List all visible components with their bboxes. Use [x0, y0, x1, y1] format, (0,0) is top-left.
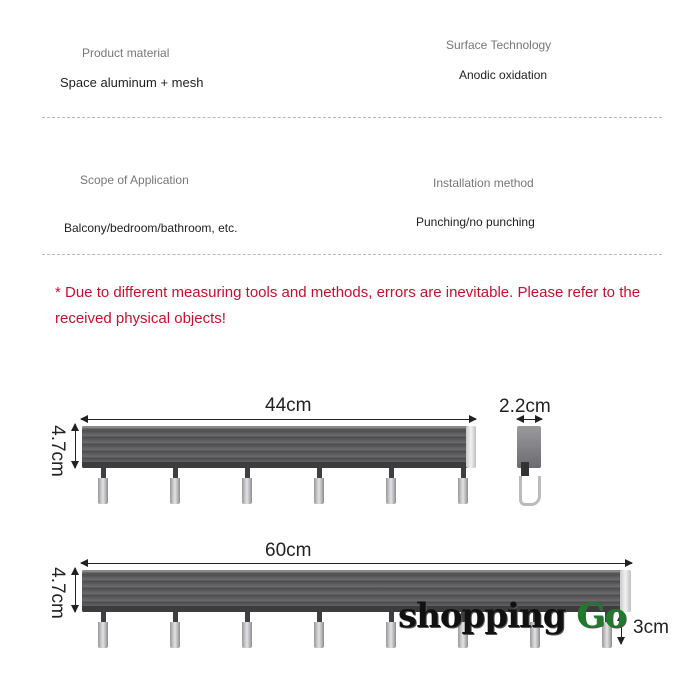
- measurement-notice: * Due to different measuring tools and methods, errors are inevitable. Please refer to the received physical objects!: [55, 284, 641, 327]
- scope-of-application-label: Scope of Application: [80, 173, 189, 187]
- installation-method-value: Punching/no punching: [416, 215, 535, 229]
- long-rack-side-dim-label: 3cm: [633, 617, 669, 638]
- short-rack-height-arrow: [75, 424, 76, 468]
- short-rack-end-cap: [466, 426, 476, 468]
- short-rack-length-label: 44cm: [265, 395, 312, 416]
- divider-top: [42, 117, 662, 118]
- short-rack-rail: [82, 426, 470, 468]
- divider-bottom: [42, 254, 662, 255]
- scope-of-application-value: Balcony/bedroom/bathroom, etc.: [64, 221, 238, 235]
- surface-technology-label: Surface Technology: [446, 38, 552, 52]
- product-material-value: Space aluminum + mesh: [60, 75, 204, 90]
- side-view-depth-label: 2.2cm: [499, 396, 551, 417]
- long-rack-height-label: 4.7cm: [46, 567, 68, 619]
- side-view-clip: [521, 462, 529, 476]
- surface-technology-value: Anodic oxidation: [459, 68, 548, 82]
- long-rack-height-arrow: [75, 568, 76, 612]
- side-view-depth-arrow: [517, 419, 542, 420]
- long-rack-length-arrow: [81, 563, 632, 564]
- side-view-hook: [519, 476, 541, 506]
- long-rack-length-label: 60cm: [265, 540, 312, 561]
- short-rack-height-label: 4.7cm: [46, 425, 68, 477]
- product-material-label: Product material: [82, 46, 170, 60]
- installation-method-label: Installation method: [433, 176, 534, 190]
- shopping-go-watermark: shopping Go: [398, 596, 627, 636]
- short-rack-length-arrow: [81, 419, 476, 420]
